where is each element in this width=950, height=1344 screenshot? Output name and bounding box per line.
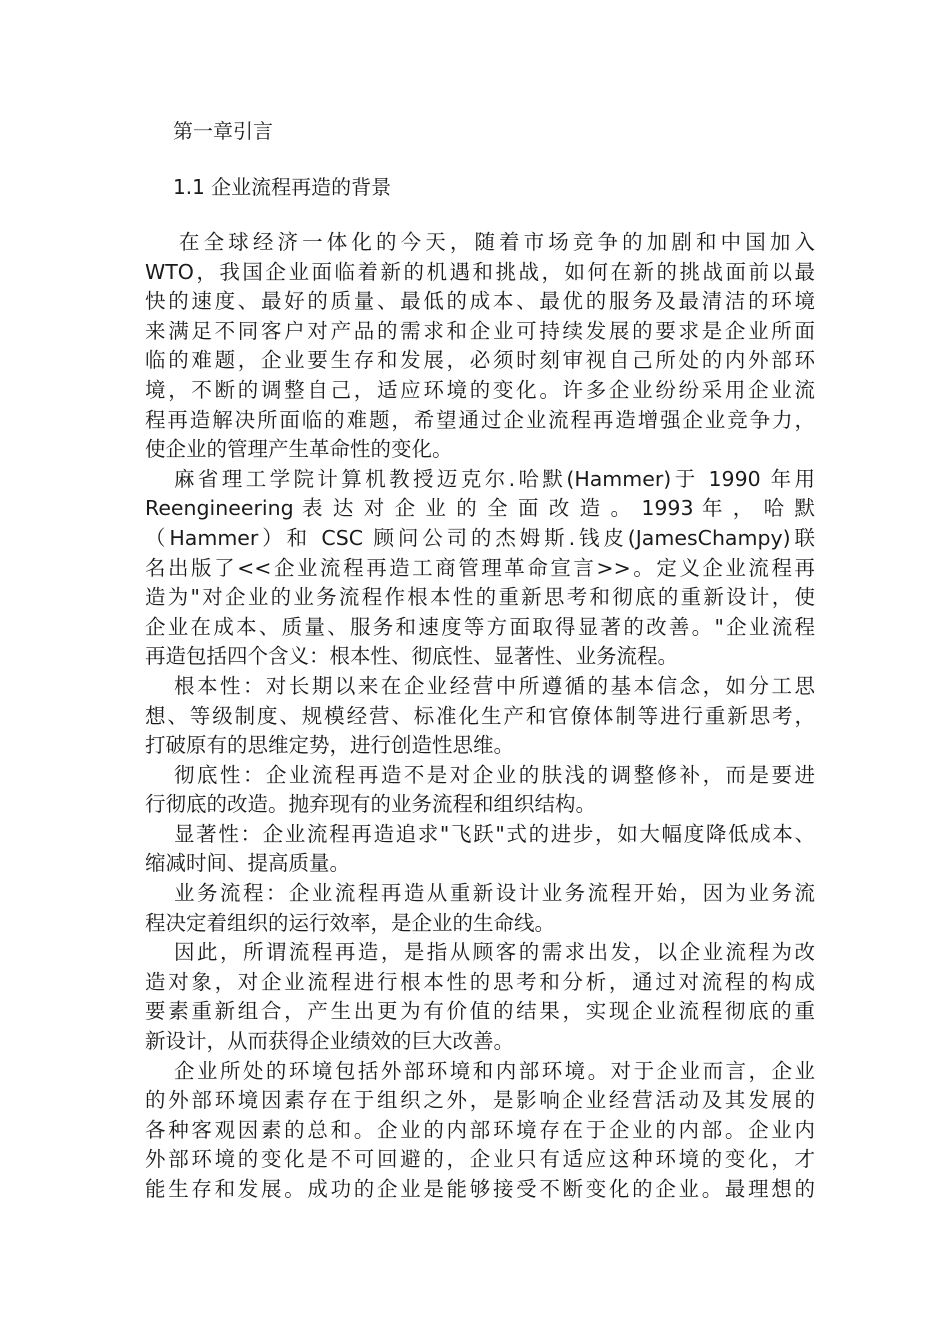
paragraph-line: 因此，所谓流程再造，是指从顾客的需求出发，以企业流程为改 — [174, 940, 815, 965]
paragraph-line: 快的速度、最好的质量、最低的成本、最优的服务及最清洁的环境 — [145, 289, 815, 314]
paragraph-line: （Hammer）和 CSC 顾问公司的杰姆斯.钱皮(JamesChampy)联 — [145, 525, 815, 550]
paragraph-line: 显著性：企业流程再造追求"飞跃"式的进步，如大幅度降低成本、 — [174, 821, 815, 846]
paragraph-line: 境，不断的调整自己，适应环境的变化。许多企业纷纷采用企业流 — [145, 377, 815, 402]
paragraph-line: 行彻底的改造。抛弃现有的业务流程和组织结构。 — [145, 792, 596, 817]
paragraph-line: 再造包括四个含义：根本性、彻底性、显著性、业务流程。 — [145, 644, 678, 669]
paragraph-line: 企业在成本、质量、服务和速度等方面取得显著的改善。"企业流程 — [145, 614, 815, 639]
paragraph-line: 企业所处的环境包括外部环境和内部环境。对于企业而言，企业 — [174, 1058, 815, 1083]
paragraph-line: 造对象，对企业流程进行根本性的思考和分析，通过对流程的构成 — [145, 969, 815, 994]
paragraph-line: 程再造解决所面临的难题，希望通过企业流程再造增强企业竞争力， — [145, 407, 815, 432]
paragraph-line: 名出版了<<企业流程再造工商管理革命宣言>>。定义企业流程再 — [145, 555, 815, 580]
paragraph-line: 打破原有的思维定势，进行创造性思维。 — [145, 733, 514, 758]
paragraph-line: 根本性：对长期以来在企业经营中所遵循的基本信念，如分工思 — [174, 673, 815, 698]
paragraph-line: 业务流程：企业流程再造从重新设计业务流程开始，因为业务流 — [174, 881, 815, 906]
paragraph-line: 彻底性：企业流程再造不是对企业的肤浅的调整修补，而是要进 — [174, 762, 815, 787]
paragraph-line: 能生存和发展。成功的企业是能够接受不断变化的企业。最理想的 — [145, 1177, 815, 1201]
paragraph-line: WTO，我国企业面临着新的机遇和挑战，如何在新的挑战面前以最 — [145, 259, 815, 284]
paragraph-line: 在全球经济一体化的今天，随着市场竞争的加剧和中国加入 — [179, 230, 815, 254]
paragraph-line: Reengineering 表 达 对 企 业 的 全 面 改 造 。 1993 年 ， 哈 默 — [145, 496, 815, 521]
section-title: 1.1 企业流程再造的背景 — [173, 175, 392, 199]
paragraph-line: 想、等级制度、规模经营、标准化生产和官僚体制等进行重新思考， — [145, 703, 815, 728]
paragraph-line: 来满足不同客户对产品的需求和企业可持续发展的要求是企业所面 — [145, 318, 815, 343]
chapter-title: 第一章引言 — [173, 119, 273, 143]
paragraph-line: 新设计，从而获得企业绩效的巨大改善。 — [145, 1029, 514, 1054]
paragraph-line: 程决定着组织的运行效率，是企业的生命线。 — [145, 910, 555, 935]
paragraph-line: 使企业的管理产生革命性的变化。 — [145, 437, 453, 462]
paragraph-line: 临的难题，企业要生存和发展，必须时刻审视自己所处的内外部环 — [145, 348, 815, 373]
paragraph-line: 的外部环境因素存在于组织之外，是影响企业经营活动及其发展的 — [145, 1088, 815, 1113]
body-text — [145, 228, 815, 1205]
paragraph-line: 要素重新组合，产生出更为有价值的结果，实现企业流程彻底的重 — [145, 999, 815, 1024]
paragraph-line: 缩减时间、提高质量。 — [145, 851, 350, 876]
paragraph-line: 外部环境的变化是不可回避的，企业只有适应这种环境的变化，才 — [145, 1147, 815, 1172]
paragraph-line: 麻省理工学院计算机教授迈克尔.哈默(Hammer)于 1990 年用 — [174, 466, 815, 491]
paragraph-line: 造为"对企业的业务流程作根本性的重新思考和彻底的重新设计，使 — [145, 585, 815, 610]
paragraph-line: 各种客观因素的总和。企业的内部环境存在于企业的内部。企业内 — [145, 1117, 815, 1142]
